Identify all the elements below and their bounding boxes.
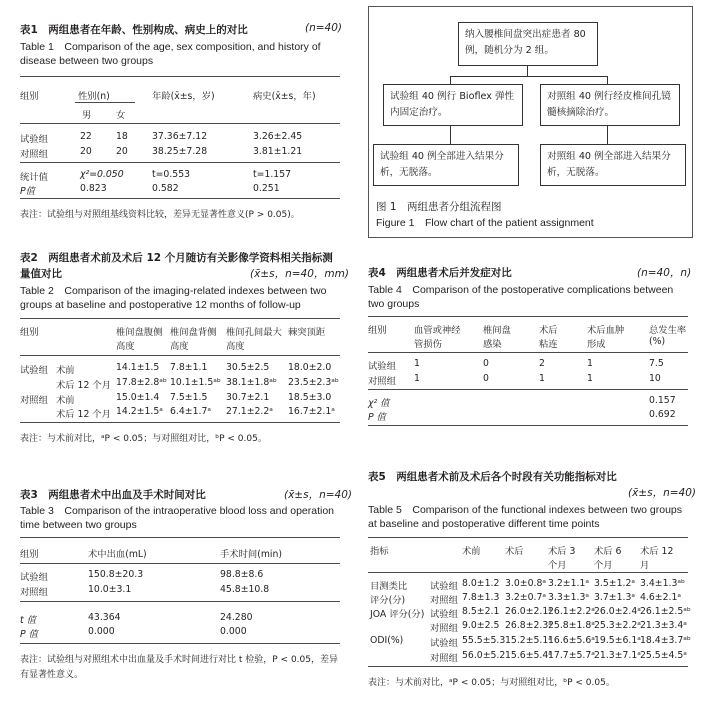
table-1-stat-age: t=0.553	[152, 169, 191, 180]
table-5-row-4-pre: 9.0±2.5	[462, 620, 500, 631]
table-2-header-group: 组别	[20, 327, 39, 338]
table-5-header-post: 术后	[505, 546, 524, 557]
table-5-header-12m-b: 月	[640, 560, 650, 571]
table-3-row-1-time: 98.8±8.6	[220, 569, 264, 580]
table-2-title-cn-1: 表2 两组患者术前及术后 12 个月随访有关影像学资料相关指标测	[20, 252, 333, 264]
table-5-row-4-group: 对照组	[430, 623, 458, 634]
table-5-header-index: 指标	[370, 546, 389, 557]
flow-connector-bar	[450, 76, 608, 77]
table-3-bottom-rule	[20, 643, 340, 644]
table-2-row-1-c1: 14.1±1.5	[116, 362, 160, 373]
table-5-row-4-3m: 25.8±1.8ᵃ	[548, 620, 595, 631]
table-1-p-label: P值	[20, 186, 35, 197]
table-3-row-2-time: 45.8±10.8	[220, 584, 270, 595]
table-1-top-rule	[20, 76, 340, 77]
table-4-header-col5-a: 总发生率	[649, 325, 687, 336]
table-4-header-col1-a: 血管或神经	[414, 325, 461, 336]
table-5-row-1-12m: 3.4±1.3ᵃᵇ	[640, 578, 685, 589]
flow-box-trial-result: 试验组 40 例全部进入结果分析，无脱落。	[373, 144, 519, 186]
table-5-row-2-12m: 4.6±2.1ᵃ	[640, 592, 682, 603]
table-2-row-4-c1: 14.2±1.5ᵃ	[116, 406, 163, 417]
table-2-row-4-c2: 6.4±1.7ᵃ	[170, 406, 212, 417]
table-4-row-1-c2: 0	[483, 358, 489, 369]
table-2-group-control: 对照组	[20, 395, 48, 406]
table-2-row-1-c4: 18.0±2.0	[288, 362, 332, 373]
table-5-row-6-pre: 56.0±5.2	[462, 650, 506, 661]
table-1-row-1-history: 3.26±2.45	[253, 131, 303, 142]
table-5-row-4-post: 26.8±2.3ᵃ	[505, 620, 552, 631]
table-1-row-2-female: 20	[116, 146, 128, 157]
table-5-row-6-post: 15.6±5.4ᵃ	[505, 650, 552, 661]
table-2-row-3-c3: 30.7±2.1	[226, 392, 270, 403]
table-4-row-1-c3: 2	[539, 358, 545, 369]
table-4-row-2-group: 对照组	[368, 376, 396, 387]
table-5-note: 表注：与术前对比，ᵃP < 0.05；与对照组对比，ᵇP < 0.05。	[368, 678, 615, 688]
table-5-bottom-rule	[368, 666, 688, 667]
table-3-body-rule	[20, 601, 340, 602]
table-5-row-1-6m: 3.5±1.2ᵃ	[594, 578, 636, 589]
table-2-note: 表注：与术前对比，ᵃP < 0.05；与对照组对比，ᵇP < 0.05。	[20, 434, 267, 444]
flow-arrow-right-1	[607, 76, 608, 84]
table-4-chi-label: χ² 值	[368, 398, 390, 409]
table-4-title-en-1: Table 4 Comparison of the postoperative complications between	[368, 284, 674, 296]
table-2-row-2-c4: 23.5±2.3ᵃᵇ	[288, 377, 339, 388]
flow-box-enrollment: 纳入腰椎间盘突出症患者 80 例，随机分为 2 组。	[458, 22, 598, 66]
table-4-row-2-c1: 1	[414, 373, 420, 384]
table-2-header-col3-b: 高度	[226, 341, 245, 352]
table-3-note-2: 有显著性意义。	[20, 670, 84, 680]
table-1-header-rule	[20, 123, 340, 124]
table-3-note-1: 表注：试验组与对照组术中出血量及手术时间进行对比 t 检验，P < 0.05，差异	[20, 655, 338, 665]
table-1-title-en-2: disease between two groups	[20, 55, 154, 67]
table-2-group-trial: 试验组	[20, 365, 48, 376]
table-4-header-col3-a: 术后	[539, 325, 558, 336]
table-2-row-2-c2: 10.1±1.5ᵃᵇ	[170, 377, 221, 388]
table-4-header-col2-b: 感染	[483, 339, 502, 350]
table-5-row-3-group: 试验组	[430, 609, 458, 620]
flow-arrow-left-1	[450, 76, 451, 84]
table-5-row-3-6m: 26.0±2.4ᵃ	[594, 606, 641, 617]
table-2-header-col2-a: 椎间盘背侧	[170, 327, 217, 338]
table-1-title-n: (n=40)	[305, 22, 343, 34]
table-2-bottom-rule	[20, 422, 340, 423]
table-4-header-col5-b: (%)	[649, 336, 666, 347]
table-5-row-6-6m: 21.3±7.1ᵃ	[594, 650, 641, 661]
table-5-row-5-12m: 18.4±3.7ᵃᵇ	[640, 635, 691, 646]
table-4-top-rule	[368, 316, 688, 317]
table-1-row-2-male: 20	[80, 146, 92, 157]
table-1-row-2-age: 38.25±7.28	[152, 146, 208, 157]
table-2-row-3-c2: 7.5±1.5	[170, 392, 208, 403]
table-5-row-3-3m: 26.1±2.2ᵃ	[548, 606, 595, 617]
table-3-title-en-1: Table 3 Comparison of the intraoperative blood loss and operation	[20, 505, 335, 517]
table-2-row-1-c3: 30.5±2.5	[226, 362, 270, 373]
table-1-stat-label: 统计值	[20, 172, 48, 183]
table-1-title-en-1: Table 1 Comparison of the age, sex composition, and history of	[20, 41, 321, 53]
table-5-header-6m-a: 术后 6	[594, 546, 622, 557]
table-2-row-4-time: 术后 12 个月	[56, 409, 111, 420]
table-5-index-vas-a: 目测类比	[370, 581, 408, 592]
table-1-p-age: 0.582	[152, 183, 179, 194]
table-5-index-vas-b: 评分(分)	[370, 595, 406, 606]
table-2-row-1-time: 术前	[56, 365, 75, 376]
table-3-row-1-group: 试验组	[20, 572, 48, 583]
table-5-row-4-12m: 21.3±3.4ᵃ	[640, 620, 687, 631]
table-5-row-2-group: 对照组	[430, 595, 458, 606]
table-1-bottom-rule	[20, 198, 340, 199]
table-5-index-joa: JOA 评分(分)	[370, 609, 425, 620]
table-5-row-5-group: 试验组	[430, 638, 458, 649]
table-1-row-2-group: 对照组	[20, 149, 48, 160]
table-3-top-rule	[20, 537, 340, 538]
table-2-title-en-2: groups at baseline and postoperative 12 months of follow-up	[20, 299, 301, 311]
table-1-stat-sex: χ²=0.050	[80, 169, 124, 180]
table-4-row-2-c4: 1	[587, 373, 593, 384]
table-2-title-en-1: Table 2 Comparison of the imaging-related indexes between two	[20, 285, 327, 297]
table-2-header-col1-a: 椎间盘腹侧	[116, 327, 163, 338]
table-3-title-n: (x̄±s，n=40)	[284, 489, 352, 501]
table-4-row-1-c4: 1	[587, 358, 593, 369]
table-5-header-3m-b: 个月	[548, 560, 567, 571]
table-5-row-1-pre: 8.0±1.2	[462, 578, 500, 589]
table-4-row-1-rate: 7.5	[649, 358, 664, 369]
table-4-row-1-group: 试验组	[368, 361, 396, 372]
table-4-header-rule	[368, 352, 688, 353]
table-3-row-2-group: 对照组	[20, 587, 48, 598]
table-4-header-group: 组别	[368, 325, 387, 336]
table-5-top-rule	[368, 537, 688, 538]
table-2-row-4-c4: 16.7±2.1ᵃ	[288, 406, 335, 417]
table-5-title-en-2: at baseline and postoperative different time points	[368, 518, 600, 530]
table-5-row-1-3m: 3.2±1.1ᵃ	[548, 578, 590, 589]
table-5-header-12m-a: 术后 12	[640, 546, 674, 557]
table-5-row-5-pre: 55.5±5.3	[462, 635, 506, 646]
table-5-row-3-12m: 26.1±2.5ᵃᵇ	[640, 606, 691, 617]
table-5-row-3-post: 26.0±2.1ᵃ	[505, 606, 552, 617]
table-2-row-3-c4: 18.5±3.0	[288, 392, 332, 403]
table-3-header-rule	[20, 563, 340, 564]
table-4-body-rule	[368, 389, 688, 390]
flow-box-control-treatment: 对照组 40 例行经皮椎间孔镜髓核摘除治疗。	[540, 84, 680, 126]
flow-arrow-left-2	[450, 126, 451, 144]
table-4-row-1-c1: 1	[414, 358, 420, 369]
table-1-p-sex: 0.823	[80, 183, 107, 194]
table-5-row-2-post: 3.2±0.7ᵃ	[505, 592, 547, 603]
table-1-p-history: 0.251	[253, 183, 280, 194]
table-1-body-rule	[20, 162, 340, 163]
table-1-header-group: 组别	[20, 91, 39, 102]
table-4-header-col2-a: 椎间盘	[483, 325, 511, 336]
table-3-title-cn: 表3 两组患者术中出血及手术时间对比	[20, 489, 206, 501]
table-4-bottom-rule	[368, 425, 688, 426]
table-1-row-1-male: 22	[80, 131, 92, 142]
table-4-p-label: P 值	[368, 412, 386, 423]
table-5-row-6-3m: 17.7±5.7ᵃ	[548, 650, 595, 661]
table-1-header-history: 病史(x̄±s，年)	[253, 91, 316, 102]
table-2-row-2-c3: 38.1±1.8ᵃᵇ	[226, 377, 277, 388]
figure-1-caption-cn: 图 1 两组患者分组流程图	[376, 201, 502, 213]
table-1-row-1-group: 试验组	[20, 134, 48, 145]
table-5-row-3-pre: 8.5±2.1	[462, 606, 500, 617]
table-1-header-male: 男	[82, 110, 92, 121]
table-5-row-6-group: 对照组	[430, 653, 458, 664]
flow-box-trial-treatment: 试验组 40 例行 Bioflex 弹性内固定治疗。	[383, 84, 523, 126]
table-1-header-age: 年龄(x̄±s，岁)	[152, 91, 215, 102]
table-4-title-cn: 表4 两组患者术后并发症对比	[368, 267, 512, 279]
table-5-title-en-1: Table 5 Comparison of the functional indexes between two groups	[368, 504, 683, 516]
table-5-row-1-group: 试验组	[430, 581, 458, 592]
table-5-header-pre: 术前	[462, 546, 481, 557]
table-5-header-3m-a: 术后 3	[548, 546, 576, 557]
table-2-row-3-time: 术前	[56, 395, 75, 406]
table-5-row-2-6m: 3.7±1.3ᵃ	[594, 592, 636, 603]
table-4-header-col1-b: 管损伤	[414, 339, 442, 350]
table-2-top-rule	[20, 318, 340, 319]
table-5-title-n: (x̄±s，n=40)	[628, 487, 696, 499]
table-4-row-2-rate: 10	[649, 373, 661, 384]
table-5-index-odi: ODI(%)	[370, 635, 404, 646]
table-4-chi-value: 0.157	[649, 395, 676, 406]
table-5-header-rule	[368, 572, 688, 573]
table-3-p-label: P 值	[20, 629, 38, 640]
table-1-header-sex: 性别(n)	[78, 91, 110, 102]
table-2-row-4-c3: 27.1±2.2ᵃ	[226, 406, 273, 417]
table-3-p-time: 0.000	[220, 626, 247, 637]
table-5-row-1-post: 3.0±0.8ᵃ	[505, 578, 547, 589]
table-3-row-1-blood: 150.8±20.3	[88, 569, 144, 580]
table-2-row-2-c1: 17.8±2.8ᵃᵇ	[116, 377, 167, 388]
table-1-note: 表注：试验组与对照组基线资料比较，差异无显著性意义(P > 0.05)。	[20, 210, 300, 220]
table-4-row-2-c3: 1	[539, 373, 545, 384]
table-4-row-2-c2: 0	[483, 373, 489, 384]
table-3-t-blood: 43.364	[88, 612, 121, 623]
table-5-row-5-post: 15.2±5.1ᵃ	[505, 635, 552, 646]
table-1-header-female: 女	[116, 110, 126, 121]
table-1-title-cn: 表1 两组患者在年龄、性别构成、病史上的对比	[20, 24, 248, 36]
table-5-row-4-6m: 25.3±2.2ᵃ	[594, 620, 641, 631]
table-5-row-2-pre: 7.8±1.3	[462, 592, 500, 603]
table-3-p-blood: 0.000	[88, 626, 115, 637]
table-2-header-col1-b: 高度	[116, 341, 135, 352]
flow-box-control-result: 对照组 40 例全部进入结果分析，无脱落。	[540, 144, 686, 186]
figure-1-caption-en: Figure 1 Flow chart of the patient assignment	[376, 217, 594, 229]
table-4-title-n: (n=40，n)	[637, 267, 692, 279]
table-1-row-1-female: 18	[116, 131, 128, 142]
table-4-p-value: 0.692	[649, 409, 676, 420]
table-5-row-5-6m: 19.5±6.1ᵃ	[594, 635, 641, 646]
table-3-t-label: t 值	[20, 615, 36, 626]
table-1-sex-rule	[75, 102, 135, 103]
table-2-header-col2-b: 高度	[170, 341, 189, 352]
flow-connector-stem	[527, 66, 528, 76]
table-2-row-2-time: 术后 12 个月	[56, 380, 111, 391]
table-5-title-cn: 表5 两组患者术前及术后各个时段有关功能指标对比	[368, 471, 617, 483]
table-1-row-2-history: 3.81±1.21	[253, 146, 303, 157]
table-4-header-col3-b: 粘连	[539, 339, 558, 350]
flow-arrow-right-2	[607, 126, 608, 144]
table-3-header-time: 手术时间(min)	[220, 549, 282, 560]
table-3-t-time: 24.280	[220, 612, 253, 623]
table-3-header-blood: 术中出血(mL)	[88, 549, 147, 560]
table-5-header-6m-b: 个月	[594, 560, 613, 571]
table-3-title-en-2: time between two groups	[20, 519, 137, 531]
table-4-title-en-2: two groups	[368, 298, 420, 310]
table-2-title-n: (x̄±s，n=40，mm)	[250, 268, 349, 280]
table-4-header-col4-a: 术后血肿	[587, 325, 625, 336]
table-5-row-5-3m: 16.6±5.6ᵃ	[548, 635, 595, 646]
table-2-row-1-c2: 7.8±1.1	[170, 362, 208, 373]
table-2-header-col3-a: 椎间孔间最大	[226, 327, 282, 338]
table-2-title-cn-2: 量值对比	[20, 268, 62, 280]
table-2-header-rule	[20, 355, 340, 356]
table-4-header-col4-b: 形成	[587, 339, 606, 350]
table-3-header-group: 组别	[20, 549, 39, 560]
table-2-header-col4: 棘突顶距	[288, 327, 326, 338]
table-1-stat-history: t=1.157	[253, 169, 292, 180]
table-5-row-2-3m: 3.3±1.3ᵃ	[548, 592, 590, 603]
table-5-row-6-12m: 25.5±4.5ᵃ	[640, 650, 687, 661]
table-3-row-2-blood: 10.0±3.1	[88, 584, 132, 595]
table-1-row-1-age: 37.36±7.12	[152, 131, 208, 142]
table-2-row-3-c1: 15.0±1.4	[116, 392, 160, 403]
